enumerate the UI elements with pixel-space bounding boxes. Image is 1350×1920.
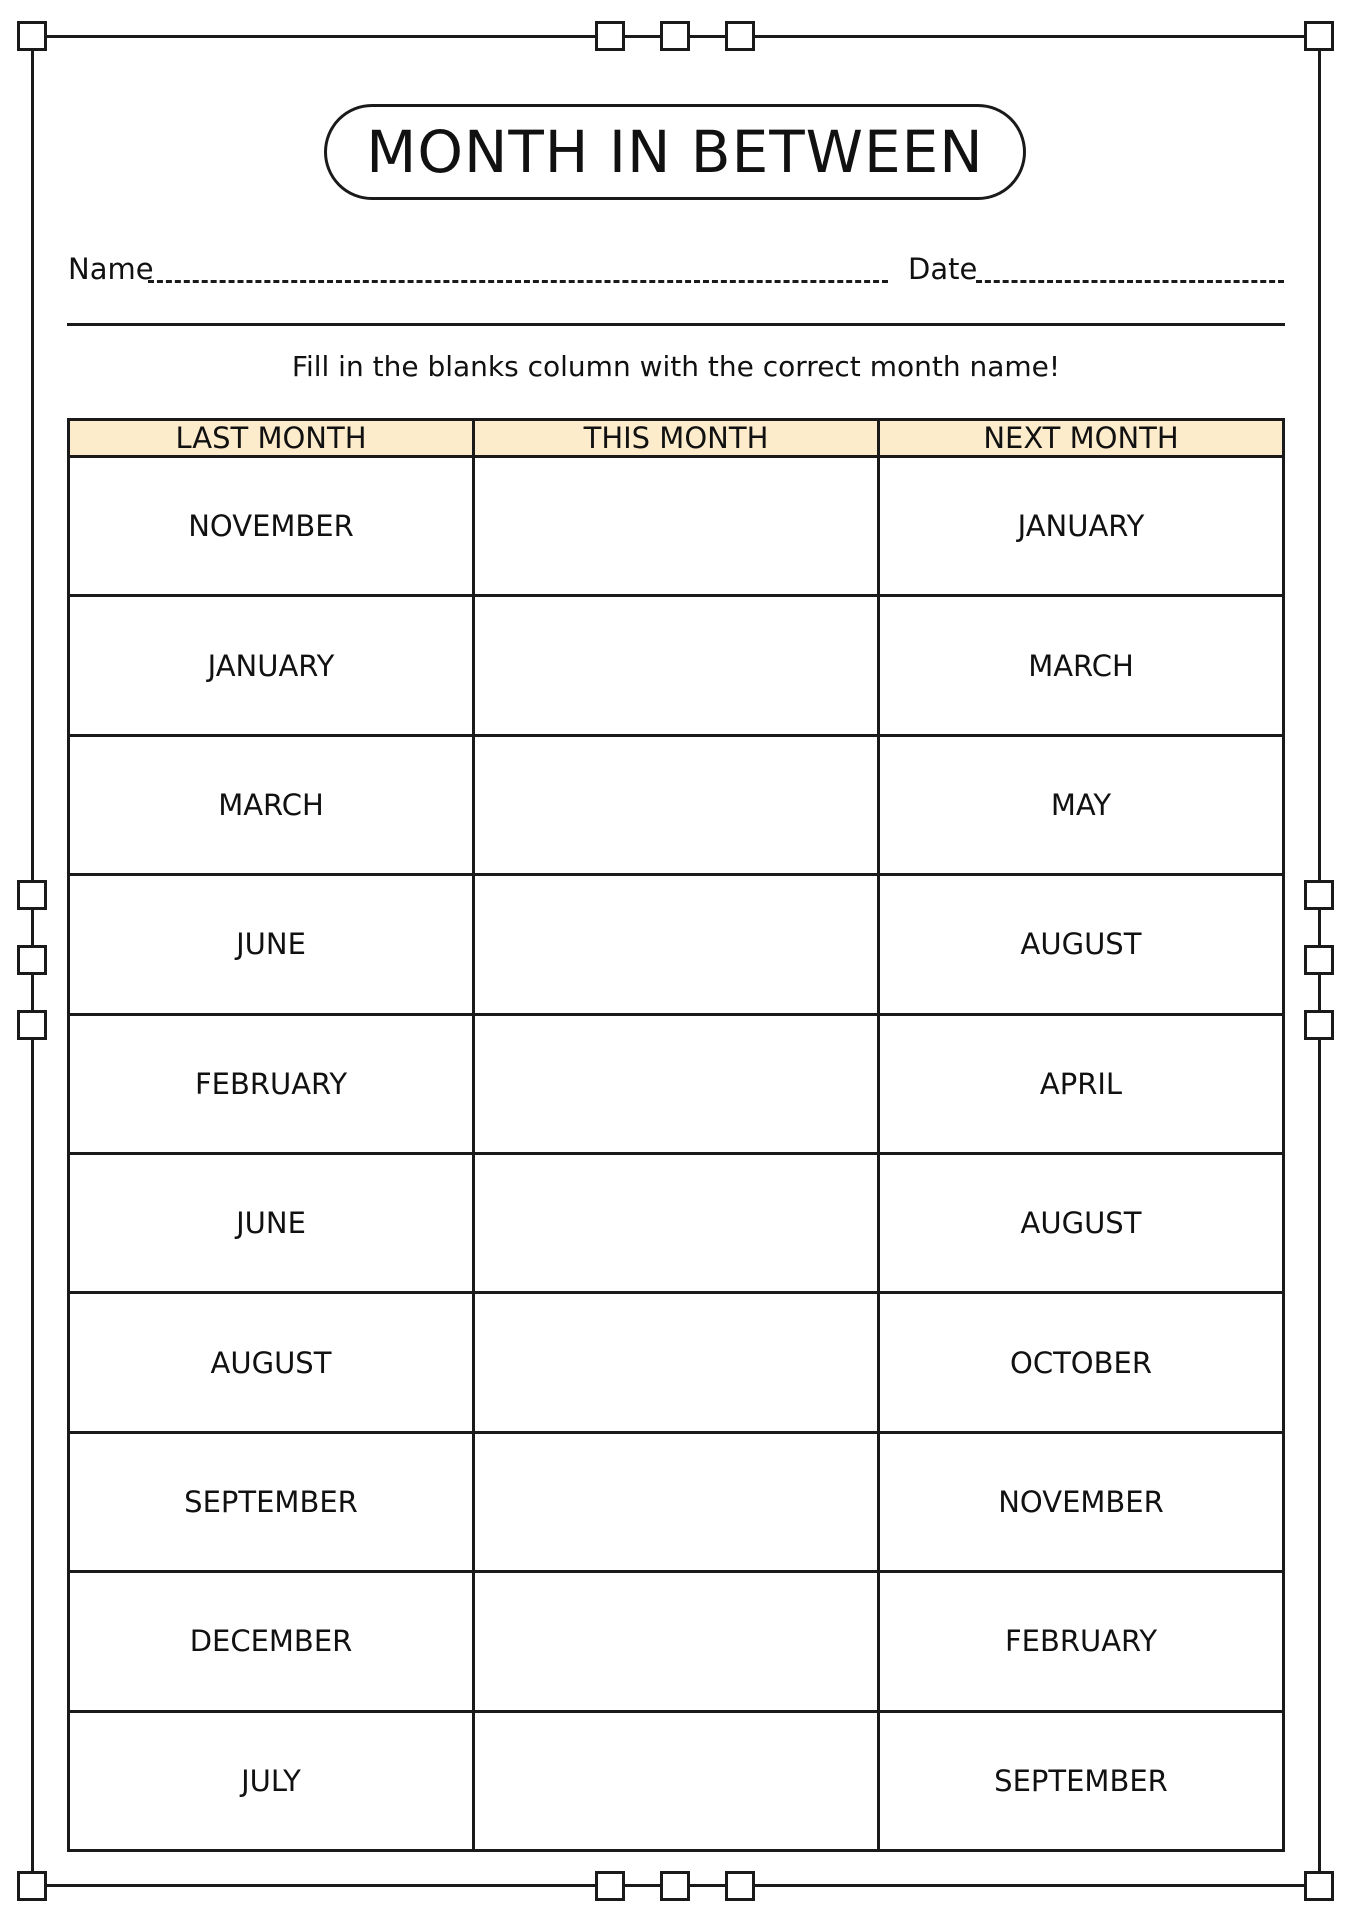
next-month-cell: FEBRUARY [879, 1572, 1284, 1711]
frame-corner-square [17, 21, 47, 51]
last-month-cell: JUNE [69, 875, 474, 1014]
instructions: Fill in the blanks column with the correct month name! [291, 350, 1061, 383]
next-month-cell: JANUARY [879, 457, 1284, 596]
next-month-cell: AUGUST [879, 875, 1284, 1014]
table-row [69, 1153, 1284, 1292]
last-month-cell: DECEMBER [69, 1572, 474, 1711]
this-month-blank[interactable] [474, 1293, 879, 1432]
frame-square-bottom [595, 1871, 625, 1901]
last-month-cell: JANUARY [69, 596, 474, 735]
table-row [69, 1432, 1284, 1571]
frame-corner-square [1304, 1871, 1334, 1901]
table-row [69, 875, 1284, 1014]
this-month-blank[interactable] [474, 1711, 879, 1850]
header-divider [67, 323, 1285, 326]
last-month-cell: NOVEMBER [69, 457, 474, 596]
this-month-blank[interactable] [474, 1153, 879, 1292]
this-month-blank[interactable] [474, 596, 879, 735]
this-month-blank[interactable] [474, 457, 879, 596]
this-month-blank[interactable] [474, 1014, 879, 1153]
table-row [69, 457, 1284, 596]
header-this-month: THIS MONTH [474, 420, 879, 457]
last-month-cell: JULY [69, 1711, 474, 1850]
frame-corner-square [1304, 21, 1334, 51]
table-row [69, 1711, 1284, 1850]
next-month-cell: OCTOBER [879, 1293, 1284, 1432]
frame-square-top [595, 21, 625, 51]
this-month-blank[interactable] [474, 735, 879, 874]
header-last-month: LAST MONTH [69, 420, 474, 457]
frame-square-right [1304, 1010, 1334, 1040]
date-field[interactable] [976, 280, 1284, 283]
name-date-row [68, 250, 1284, 292]
last-month-cell: JUNE [69, 1153, 474, 1292]
frame-square-left [17, 880, 47, 910]
table-row [69, 1293, 1284, 1432]
this-month-blank[interactable] [474, 875, 879, 1014]
next-month-cell: APRIL [879, 1014, 1284, 1153]
last-month-cell: MARCH [69, 735, 474, 874]
this-month-blank[interactable] [474, 1572, 879, 1711]
date-label: Date [908, 252, 978, 286]
last-month-cell: SEPTEMBER [69, 1432, 474, 1571]
name-field[interactable] [148, 280, 888, 283]
last-month-cell: AUGUST [69, 1293, 474, 1432]
frame-square-left [17, 945, 47, 975]
table-row [69, 1572, 1284, 1711]
next-month-cell: MARCH [879, 596, 1284, 735]
frame-square-top [660, 21, 690, 51]
name-label: Name [68, 252, 154, 286]
worksheet-title: MONTH IN BETWEEN [324, 104, 1026, 200]
table-row [69, 1014, 1284, 1153]
frame-square-top [725, 21, 755, 51]
table-header-row [69, 420, 1284, 457]
month-table [67, 418, 1285, 1852]
frame-square-bottom [725, 1871, 755, 1901]
table-row [69, 596, 1284, 735]
frame-square-left [17, 1010, 47, 1040]
frame-square-right [1304, 945, 1334, 975]
next-month-cell: AUGUST [879, 1153, 1284, 1292]
header-next-month: NEXT MONTH [879, 420, 1284, 457]
next-month-cell: MAY [879, 735, 1284, 874]
this-month-blank[interactable] [474, 1432, 879, 1571]
frame-corner-square [17, 1871, 47, 1901]
frame-square-bottom [660, 1871, 690, 1901]
next-month-cell: SEPTEMBER [879, 1711, 1284, 1850]
next-month-cell: NOVEMBER [879, 1432, 1284, 1571]
frame-square-right [1304, 880, 1334, 910]
table-row [69, 735, 1284, 874]
last-month-cell: FEBRUARY [69, 1014, 474, 1153]
